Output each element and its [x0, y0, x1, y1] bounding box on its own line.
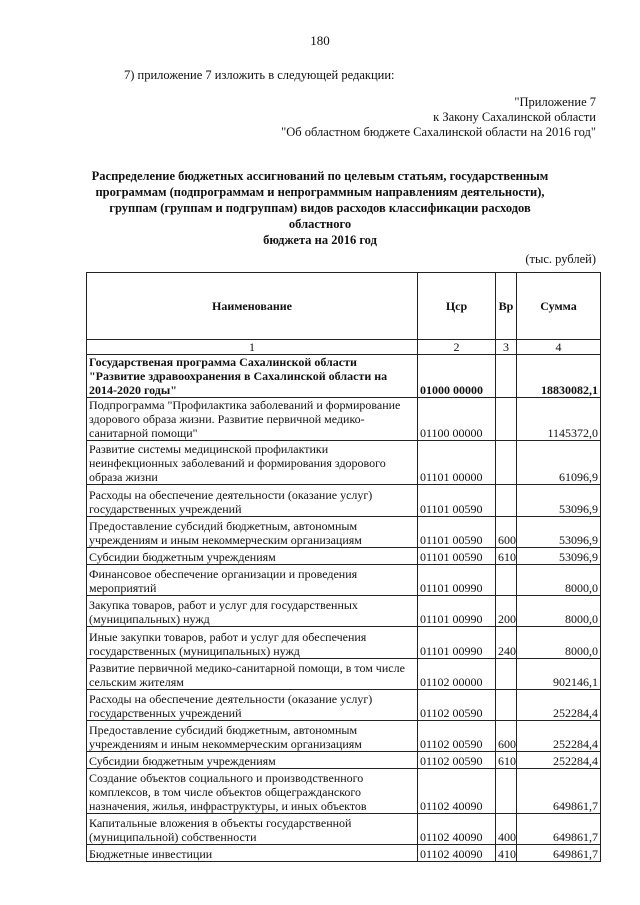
row-name: Предоставление субсидий бюджетным, автономным учреждениям и иным некоммерческим организациям: [87, 721, 418, 752]
table-row: [87, 548, 601, 565]
row-sum: 252284,4: [517, 752, 601, 769]
row-name: Закупка товаров, работ и услуг для государственных (муниципальных) нужд: [87, 596, 418, 627]
row-name: Субсидии бюджетным учреждениям: [87, 548, 418, 565]
row-vr: [496, 398, 517, 441]
row-name: Финансовое обеспечение организации и проведения мероприятий: [87, 565, 418, 596]
colnum-1: 1: [87, 340, 418, 355]
row-csr: 01102 00590: [418, 752, 496, 769]
budget-table: [86, 272, 601, 862]
row-vr: 610: [496, 548, 517, 565]
row-sum: 53096,9: [517, 548, 601, 565]
row-vr: 600: [496, 517, 517, 548]
table-header-row: [87, 273, 601, 340]
row-sum: 53096,9: [517, 485, 601, 517]
header-csr: Цср: [418, 273, 496, 340]
row-csr: 01102 40090: [418, 769, 496, 814]
row-name: Капитальные вложения в объекты государственной (муниципальной) собственности: [87, 814, 418, 845]
header-name: Наименование: [87, 273, 418, 340]
table-row: [87, 517, 601, 548]
row-csr: 01101 00000: [418, 441, 496, 485]
row-csr: 01102 00590: [418, 690, 496, 721]
row-vr: [496, 355, 517, 398]
row-csr: 01101 00590: [418, 548, 496, 565]
title-line-1: Распределение бюджетных ассигнований по целевым статьям, государственным: [91, 169, 549, 183]
row-csr: 01102 40090: [418, 845, 496, 862]
row-name: Развитие системы медицинской профилактики неинфекционных заболеваний и формирования здорового образа жизни: [87, 441, 418, 485]
row-sum: 252284,4: [517, 690, 601, 721]
colnum-3: 3: [496, 340, 517, 355]
table-body: [87, 355, 601, 862]
table-row: [87, 596, 601, 627]
row-sum: 649861,7: [517, 769, 601, 814]
row-vr: [496, 441, 517, 485]
row-vr: [496, 565, 517, 596]
header-sum: Сумма: [517, 273, 601, 340]
table-row: [87, 690, 601, 721]
row-csr: 01101 00990: [418, 565, 496, 596]
row-sum: 61096,9: [517, 441, 601, 485]
row-name: Развитие первичной медико-санитарной помощи, в том числе сельским жителям: [87, 659, 418, 690]
table-row: [87, 398, 601, 441]
row-vr: 600: [496, 721, 517, 752]
row-vr: [496, 769, 517, 814]
colnum-4: 4: [517, 340, 601, 355]
row-vr: 240: [496, 627, 517, 659]
row-name: Предоставление субсидий бюджетным, автономным учреждениям и иным некоммерческим организациям: [87, 517, 418, 548]
row-name: Иные закупки товаров, работ и услуг для обеспечения государственных (муниципальных) нужд: [87, 627, 418, 659]
row-name: Государственая программа Сахалинской области "Развитие здравоохранения в Сахалинской области на 2014-2020 годы": [87, 355, 418, 398]
row-vr: [496, 485, 517, 517]
row-name: Субсидии бюджетным учреждениям: [87, 752, 418, 769]
document-title: [80, 168, 560, 248]
row-csr: 01101 00590: [418, 485, 496, 517]
row-name: Бюджетные инвестиции: [87, 845, 418, 862]
row-name: Подпрограмма "Профилактика заболеваний и формирование здорового образа жизни. Развитие первичной медико-санитарной помощи": [87, 398, 418, 441]
row-name: Расходы на обеспечение деятельности (оказание услуг) государственных учреждений: [87, 690, 418, 721]
title-line-3: группам (группам и подгруппам) видов расходов классификации расходов областного: [109, 201, 531, 231]
units-label: (тыс. рублей): [525, 252, 596, 266]
row-vr: 410: [496, 845, 517, 862]
column-number-row: [87, 340, 601, 355]
appendix-line-3: "Об областном бюджете Сахалинской области на 2016 год": [281, 125, 596, 139]
row-name: Создание объектов социального и производственного комплексов, в том числе объектов общегражданского назначения, жилья, инфраструктуры, и иных объектов: [87, 769, 418, 814]
row-vr: [496, 690, 517, 721]
title-line-4: бюджета на 2016 год: [263, 233, 377, 247]
appendix-header: [281, 95, 596, 140]
row-csr: 01101 00990: [418, 627, 496, 659]
row-vr: 400: [496, 814, 517, 845]
row-csr: 01102 00590: [418, 721, 496, 752]
row-name: Расходы на обеспечение деятельности (оказание услуг) государственных учреждений: [87, 485, 418, 517]
row-vr: [496, 659, 517, 690]
row-vr: 200: [496, 596, 517, 627]
row-sum: 8000,0: [517, 596, 601, 627]
row-sum: 53096,9: [517, 517, 601, 548]
row-sum: 902146,1: [517, 659, 601, 690]
row-csr: 01101 00990: [418, 596, 496, 627]
row-sum: 1145372,0: [517, 398, 601, 441]
row-sum: 252284,4: [517, 721, 601, 752]
row-csr: 01102 40090: [418, 814, 496, 845]
row-sum: 18830082,1: [517, 355, 601, 398]
row-csr: 01100 00000: [418, 398, 496, 441]
table-row: [87, 627, 601, 659]
colnum-2: 2: [418, 340, 496, 355]
row-vr: 610: [496, 752, 517, 769]
intro-text: 7) приложение 7 изложить в следующей редакции:: [124, 68, 395, 82]
table-row: [87, 565, 601, 596]
row-sum: 8000,0: [517, 627, 601, 659]
table-row: [87, 659, 601, 690]
appendix-line-2: к Закону Сахалинской области: [433, 110, 596, 124]
table-row: [87, 441, 601, 485]
page-number: 180: [310, 33, 330, 48]
table-row: [87, 845, 601, 862]
appendix-line-1: "Приложение 7: [514, 95, 596, 109]
row-csr: 01000 00000: [418, 355, 496, 398]
row-csr: 01102 00000: [418, 659, 496, 690]
table-row: [87, 485, 601, 517]
table-row: [87, 814, 601, 845]
table-row: [87, 721, 601, 752]
table-row: [87, 355, 601, 398]
table-row: [87, 752, 601, 769]
row-sum: 649861,7: [517, 814, 601, 845]
title-line-2: программам (подпрограммам и непрограммным направлениям деятельности),: [95, 185, 545, 199]
row-csr: 01101 00590: [418, 517, 496, 548]
row-sum: 649861,7: [517, 845, 601, 862]
header-vr: Вр: [496, 273, 517, 340]
row-sum: 8000,0: [517, 565, 601, 596]
table-row: [87, 769, 601, 814]
